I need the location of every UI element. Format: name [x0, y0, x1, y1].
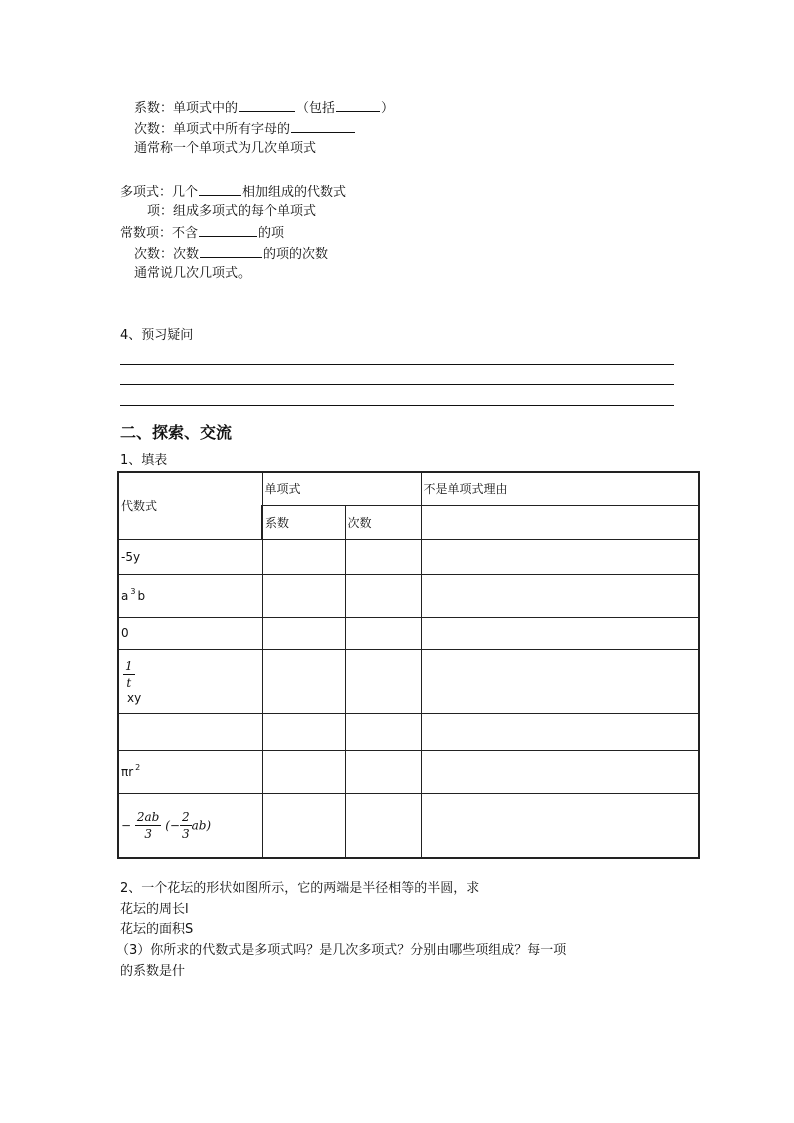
- constant-term-definition: 常数项：不含 的项: [120, 223, 284, 243]
- coefficient-cell[interactable]: [262, 539, 345, 574]
- degree-cell[interactable]: [345, 713, 421, 750]
- polynomial-naming-note: 通常说几次几项式。: [134, 266, 252, 281]
- table-row: [118, 649, 699, 713]
- table-header-row: [118, 472, 699, 505]
- answer-line-1: [120, 364, 674, 365]
- expression-cell: [118, 713, 262, 750]
- section-heading: 二、探索、交流: [120, 423, 233, 442]
- coefficient-cell[interactable]: [262, 574, 345, 617]
- question-perimeter: 花坛的周长l: [120, 902, 189, 917]
- fraction: $\frac{2}{3}$: [181, 809, 190, 841]
- expression-cell: 0: [118, 617, 262, 649]
- reason-cell[interactable]: [421, 750, 699, 793]
- header-reason: 不是单项式理由: [421, 472, 699, 505]
- reason-cell[interactable]: [421, 649, 699, 713]
- polynomial-blank: [199, 182, 241, 196]
- preview-questions-heading: 4、预习疑问: [120, 328, 194, 343]
- table-row: [118, 750, 699, 793]
- term-definition: 项：组成多项式的每个单项式: [147, 204, 317, 219]
- reason-cell[interactable]: [421, 617, 699, 649]
- degree-definition: 次数：单项式中所有字母的: [134, 119, 356, 139]
- table-row: [118, 793, 699, 858]
- reason-cell[interactable]: [421, 539, 699, 574]
- answer-line-2: [120, 384, 674, 385]
- polynomial-degree-definition: 次数：次数 的项的次数: [134, 244, 328, 264]
- coefficient-cell[interactable]: [262, 750, 345, 793]
- answer-line-3: [120, 405, 674, 406]
- degree-cell[interactable]: [345, 574, 421, 617]
- expression-cell: $\frac{1}{t}$ xy: [118, 649, 262, 713]
- reason-cell[interactable]: [421, 574, 699, 617]
- fraction: $\frac{2ab}{3}$: [136, 809, 160, 841]
- question-3-line-1: （3）你所求的代数式是多项式吗？是几次多项式？分别由哪些项组成？每一项: [116, 943, 567, 958]
- header-degree: 次数: [345, 505, 421, 539]
- fraction: $\frac{1}{t}$: [125, 658, 133, 690]
- degree-cell[interactable]: [345, 793, 421, 858]
- coefficient-definition: 系数：单项式中的 （包括 ）: [134, 98, 394, 118]
- monomial-degree-note: 通常称一个单项式为几次单项式: [134, 141, 317, 156]
- expression-cell: -5y: [118, 539, 262, 574]
- coefficient-cell[interactable]: [262, 617, 345, 649]
- table-row: [118, 617, 699, 649]
- degree-cell[interactable]: [345, 617, 421, 649]
- degree-blank: [291, 119, 355, 133]
- header-expression: 代数式: [118, 472, 262, 539]
- table-cell: [421, 505, 699, 539]
- header-coefficient: 系数: [262, 505, 345, 539]
- reason-cell[interactable]: [421, 793, 699, 858]
- fill-in-table: [117, 471, 700, 859]
- question-2-intro: 2、一个花坛的形状如图所示，它的两端是半径相等的半圆，求: [120, 881, 480, 896]
- coefficient-blank: [239, 98, 295, 112]
- question-area: 花坛的面积S: [120, 922, 194, 937]
- polynomial-definition: 多项式：几个 相加组成的代数式: [120, 182, 346, 202]
- table-row: [118, 574, 699, 617]
- coefficient-cell[interactable]: [262, 713, 345, 750]
- coefficient-include-blank: [336, 98, 380, 112]
- header-monomial: 单项式: [262, 472, 421, 505]
- table-row: [118, 539, 699, 574]
- degree-cell[interactable]: [345, 649, 421, 713]
- expression-cell: πr $^2$: [118, 750, 262, 793]
- coefficient-cell[interactable]: [262, 649, 345, 713]
- polynomial-degree-blank: [200, 244, 262, 258]
- expression-cell: a $^3$ b: [118, 574, 262, 617]
- degree-cell[interactable]: [345, 539, 421, 574]
- expression-cell: − $\frac{2ab}{3}$ (− $\frac{2}{3}$ ab): [118, 793, 262, 858]
- coefficient-cell[interactable]: [262, 793, 345, 858]
- fill-table-label: 1、填表: [120, 453, 168, 468]
- question-3-line-2: 的系数是什: [120, 964, 186, 979]
- reason-cell[interactable]: [421, 713, 699, 750]
- constant-term-blank: [199, 223, 257, 237]
- table-row: [118, 713, 699, 750]
- degree-cell[interactable]: [345, 750, 421, 793]
